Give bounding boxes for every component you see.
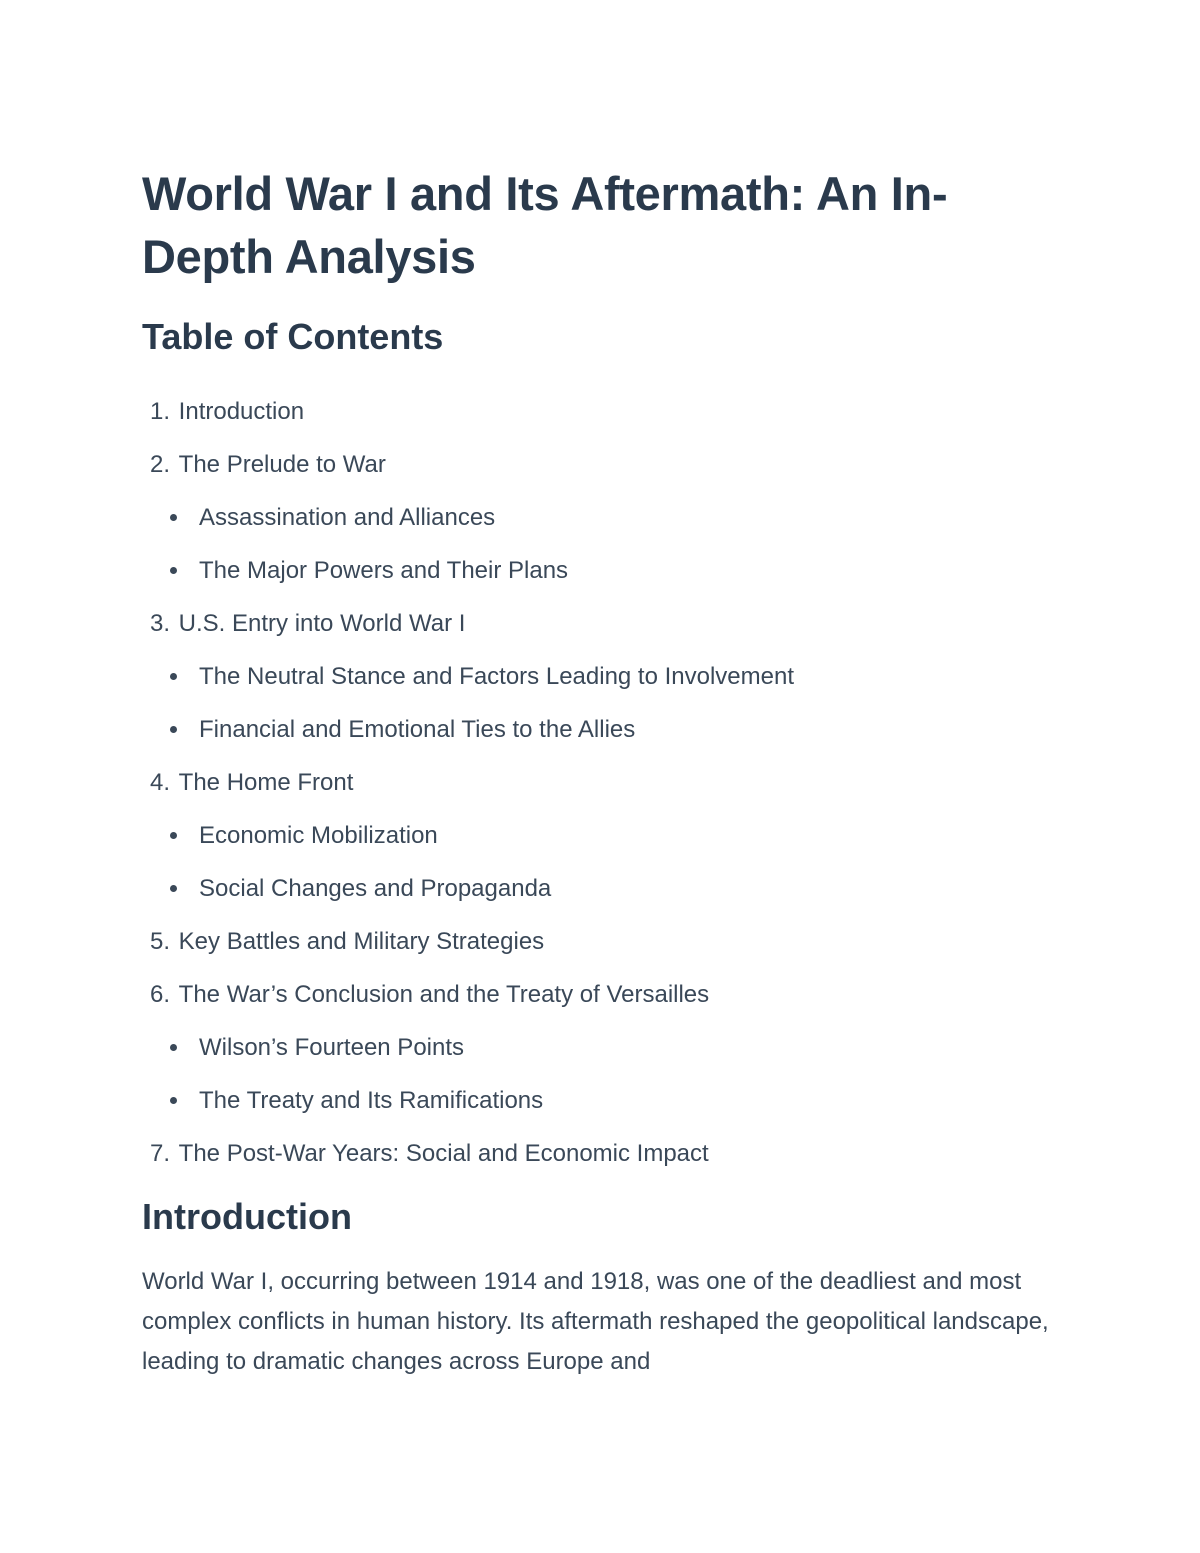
toc-subitem	[142, 703, 794, 756]
toc-item	[142, 597, 794, 650]
toc-subitem	[142, 862, 794, 915]
toc-subitem	[142, 809, 794, 862]
bullet-icon	[170, 726, 177, 733]
toc-item-number: 7.	[149, 1139, 170, 1167]
toc-item-number: 1.	[149, 397, 170, 425]
toc-item-number: 5.	[149, 927, 170, 955]
introduction-heading: Introduction	[142, 1196, 352, 1237]
toc-item-label: U.S. Entry into World War I	[178, 609, 466, 637]
introduction-paragraph: World War I, occurring between 1914 and 1918, was one of the deadliest and most complex conflicts in human history. Its aftermath reshaped the geopolitical landscape, leading to dramatic changes across Europe and	[142, 1268, 1049, 1375]
toc-item-label: The Prelude to War	[178, 450, 386, 478]
toc-item	[142, 915, 794, 968]
toc-item-label: The War’s Conclusion and the Treaty of Versailles	[178, 980, 710, 1008]
bullet-icon	[170, 1097, 177, 1104]
toc-item-number: 2.	[149, 450, 170, 478]
toc-item	[142, 756, 794, 809]
bullet-icon	[170, 1044, 177, 1051]
toc-subitem	[142, 1074, 794, 1127]
toc-item-label: The Post-War Years: Social and Economic Impact	[178, 1139, 709, 1167]
toc-subitem	[142, 544, 794, 597]
table-of-contents	[142, 385, 794, 1180]
toc-subitem-label: Financial and Emotional Ties to the Allies	[199, 715, 636, 743]
bullet-icon	[170, 514, 177, 521]
toc-item	[142, 438, 794, 491]
toc-subitem-label: The Treaty and Its Ramifications	[199, 1086, 544, 1114]
toc-item-label: Introduction	[178, 397, 305, 425]
bullet-icon	[170, 673, 177, 680]
toc-subitem	[142, 491, 794, 544]
toc-item	[142, 968, 794, 1021]
toc-subitem-label: Social Changes and Propaganda	[199, 874, 552, 902]
toc-item-label: Key Battles and Military Strategies	[178, 927, 545, 955]
toc-heading: Table of Contents	[142, 316, 444, 357]
toc-item-number: 4.	[149, 768, 170, 796]
toc-subitem-label: Economic Mobilization	[199, 821, 438, 849]
document-title: World War I and Its Aftermath: An In-Depth Analysis	[142, 167, 948, 283]
toc-subitem-label: Wilson’s Fourteen Points	[199, 1033, 465, 1061]
toc-subitem	[142, 1021, 794, 1074]
toc-item	[142, 1127, 794, 1180]
toc-subitem-label: The Neutral Stance and Factors Leading to Involvement	[199, 662, 795, 690]
toc-item	[142, 385, 794, 438]
toc-subitem-label: Assassination and Alliances	[199, 503, 496, 531]
toc-subitem-label: The Major Powers and Their Plans	[199, 556, 569, 584]
bullet-icon	[170, 832, 177, 839]
toc-item-number: 3.	[149, 609, 170, 637]
toc-subitem	[142, 650, 794, 703]
bullet-icon	[170, 885, 177, 892]
toc-item-number: 6.	[149, 980, 170, 1008]
toc-item-label: The Home Front	[178, 768, 354, 796]
bullet-icon	[170, 567, 177, 574]
